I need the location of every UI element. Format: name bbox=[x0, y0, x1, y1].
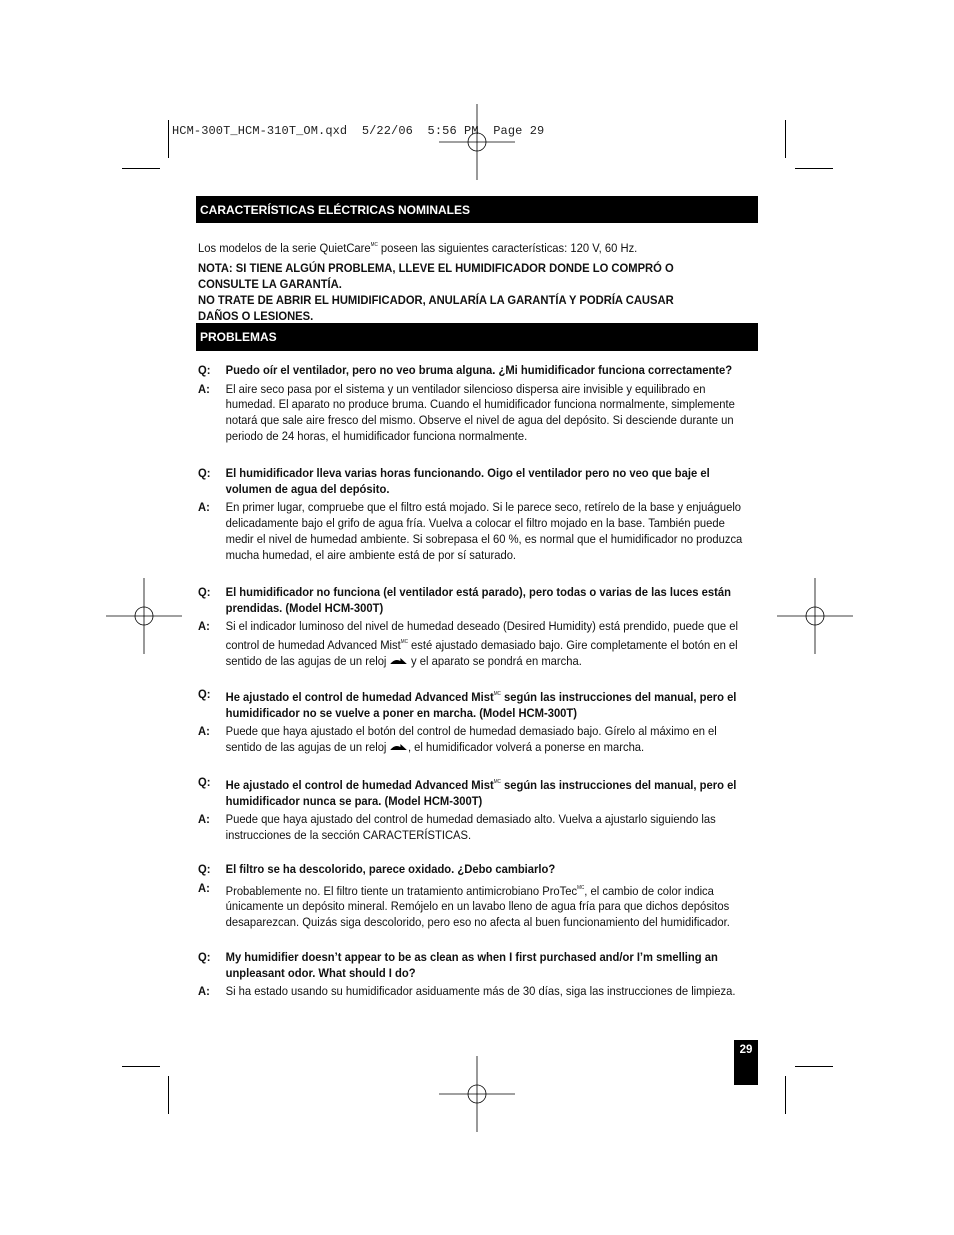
answer: A: Si el indicador luminoso del nivel de humedad deseado (Desired Humidity) está prendido, puede que el control de humedad Advanced Mist$^{MC}$ esté ajustado demasiado bajo. Gire completamente el botón en el sentido de las agujas de un reloj y el aparato se pondrá en marcha. bbox=[198, 619, 738, 668]
answer: A: En primer lugar, compruebe que el filtro está mojado. Si le parece seco, retírelo de la base y enjuáguelo delicadamente bajo el grifo de agua fría. Vuelva a colocar el filtro mojado en la base. También puede medir el nivel de humedad ambiente. Si sobrepasa el 60 %, es normal que el humidificador no produzca mucha humedad, el aire ambiente está de por sí saturado. bbox=[198, 500, 743, 562]
question: Q: He ajustado el control de humedad Advanced Mist$^{MC}$ según las instrucciones del manual, pero el humidificador no se vuelve a poner en marcha. (Model HCM-300T) bbox=[198, 687, 737, 720]
print-slug: HCM-300T_HCM-310T_OM.qxd 5/22/06 5:56 PM Page 29 bbox=[172, 124, 545, 138]
answer: A: Puede que haya ajustado el botón del control de humedad demasiado bajo. Gírelo al máximo en el sentido de las agujas de un reloj , el humidificador volverá a ponerse en marcha. bbox=[198, 724, 717, 755]
question: Q: Puedo oír el ventilador, pero no veo bruma alguna. ¿Mi humidificador funciona correctamente? bbox=[198, 363, 733, 377]
crop-mark bbox=[122, 168, 160, 169]
question: Q: El humidificador lleva varias horas funcionando. Oigo el ventilador pero no veo que baje el volumen de agua del depósito. bbox=[198, 466, 710, 496]
electrical-intro bbox=[198, 237, 713, 324]
question: Q: My humidifier doesn’t appear to be as clean as when I first purchased and/or I’m smelling an unpleasant odor. What should I do? bbox=[198, 950, 718, 980]
answer: A: Probablemente no. El filtro tiente un tratamiento antimicrobiano ProTec$^{MC}$, el cambio de color indica únicamente un depósito mineral. Remójelo en un lavabo lleno de agua fría para que dichos depósitos desaparezcan. Quizás siga descolorido, pero eso no afecta al buen funcionamiento del humidificador. bbox=[198, 880, 730, 930]
section-header-electrical bbox=[196, 196, 758, 223]
answer: A: Si ha estado usando su humidificador asiduamente más de 30 días, siga las instrucciones de limpieza. bbox=[198, 984, 736, 999]
crop-mark bbox=[168, 120, 169, 158]
registration-mark-icon bbox=[439, 104, 515, 180]
registration-mark-icon bbox=[439, 1056, 515, 1132]
qa-item bbox=[198, 950, 750, 1000]
question: Q: El humidificador no funciona (el ventilador está parado), pero todas o varias de las luces están prendidas. (Model HCM-300T) bbox=[198, 585, 731, 615]
qa-item bbox=[198, 466, 750, 563]
crop-mark bbox=[168, 1076, 169, 1114]
crop-mark bbox=[122, 1066, 160, 1067]
registration-mark-icon bbox=[777, 578, 853, 654]
section-title: CARACTERÍSTICAS ELÉCTRICAS NOMINALES bbox=[200, 202, 471, 217]
question: Q: He ajustado el control de humedad Advanced Mist$^{MC}$ según las instrucciones del manual, pero el humidificador nunca se para. (Model HCM-300T) bbox=[198, 775, 737, 808]
clockwise-dial-icon bbox=[390, 742, 408, 752]
registration-mark-icon bbox=[106, 578, 182, 654]
clockwise-dial-icon bbox=[390, 656, 408, 666]
answer: A: Puede que haya ajustado del control de humedad demasiado alto. Vuelva a ajustarlo siguiendo las instrucciones de la sección CARACTERÍSTICAS. bbox=[198, 812, 716, 843]
crop-mark bbox=[785, 120, 786, 158]
section-title: PROBLEMAS bbox=[200, 330, 277, 344]
crop-mark bbox=[795, 168, 833, 169]
qa-item bbox=[198, 363, 750, 445]
warning-note: NOTA: SI TIENE ALGÚN PROBLEMA, LLEVE EL HUMIDIFICADOR DONDE LO COMPRÓ O CONSULTE LA GARANTÍA. NO TRATE DE ABRIR EL HUMIDIFICADOR, ANULARÍA LA GARANTÍA Y PODRÍA CAUSAR DAÑOS O LESIONES. bbox=[198, 261, 674, 323]
answer: A: El aire seco pasa por el sistema y un ventilador silencioso dispersa aire invisible y equilibrado en humedad. El aparato no produce bruma. Cuando el humidificador funciona normalmente, simplemente notará que sale aire fresco del mismo. Observe el nivel de agua del depósito. Si desciende durante un periodo de 24 horas, el humidificador funciona normalmente. bbox=[198, 381, 735, 443]
qa-item bbox=[198, 687, 750, 756]
crop-mark bbox=[795, 1066, 833, 1067]
qa-item bbox=[198, 775, 750, 844]
question: Q: El filtro se ha descolorido, parece oxidado. ¿Debo cambiarlo? bbox=[198, 862, 556, 876]
qa-item bbox=[198, 862, 750, 931]
qa-item bbox=[198, 585, 750, 670]
intro-text: Los modelos de la serie QuietCare$^{MC}$ poseen las siguientes características: 120 V, 60 Hz. bbox=[198, 241, 638, 255]
crop-mark bbox=[785, 1076, 786, 1114]
page-number: 29 bbox=[734, 1040, 758, 1085]
section-header-problems bbox=[196, 323, 758, 351]
